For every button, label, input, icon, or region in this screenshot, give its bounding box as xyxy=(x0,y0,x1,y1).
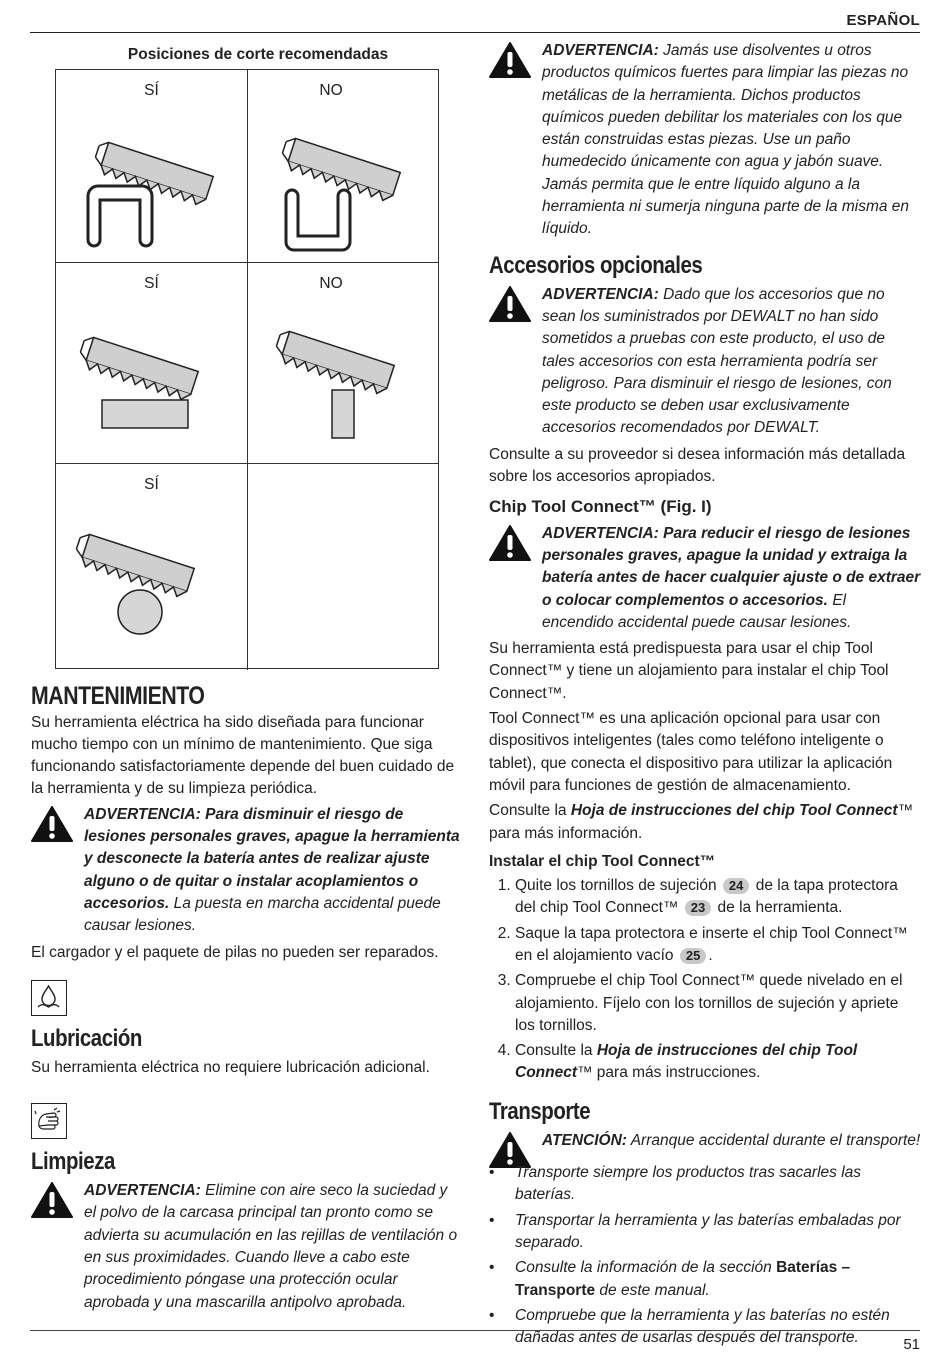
warning-triangle-icon xyxy=(31,1182,73,1218)
install-step xyxy=(515,875,921,920)
chip-paragraph-3 xyxy=(489,800,921,845)
list-item: • Consulte la información de la sección Baterías – Transporte de este manual. xyxy=(489,1259,851,1299)
right-column xyxy=(489,40,921,1352)
list-item-text: Compruebe que la herramienta y las baterías no estén dañadas antes de usarlas después del transporte. xyxy=(515,1306,890,1347)
list-item-bold: Baterías – Transporte xyxy=(515,1259,851,1299)
install-title: Instalar el chip Tool Connect™ xyxy=(489,852,716,870)
warning-label: ADVERTENCIA: xyxy=(542,524,659,542)
list-item: • Transportar la herramienta y las baterías embaladas por separado. xyxy=(489,1211,901,1251)
step-text: Compruebe el chip Tool Connect™ quede nivelado en el alojamiento. Fíjelo con los tornillos de sujeción y apriete los tornillos. xyxy=(515,972,903,1034)
warning-label: ADVERTENCIA: xyxy=(542,285,659,303)
chip-title: Chip Tool Connect™ (Fig. I) xyxy=(489,497,712,517)
callout-badge: 24 xyxy=(723,878,749,894)
list-item: • Transporte siempre los productos tras sacarles las baterías. xyxy=(489,1164,862,1204)
blade-over-channel-illustration xyxy=(56,70,252,262)
step-text: de la tapa protectora del chip Tool Connect™ xyxy=(515,877,898,917)
cleaning-title: Limpieza xyxy=(31,1148,115,1176)
figure-title: Posiciones de corte recomendadas xyxy=(127,46,389,63)
list-item-text: Transportar la herramienta y las baterías embaladas por separado. xyxy=(515,1211,901,1251)
figure-cell-1 xyxy=(56,70,247,263)
warning-triangle-icon xyxy=(489,525,531,561)
maintenance-note: El cargador y el paquete de pilas no pueden ser reparados. xyxy=(31,943,439,961)
figure-cell-4 xyxy=(247,263,438,464)
install-step xyxy=(515,923,921,968)
accessories-text: Consulte a su proveedor si desea información más detallada sobre los accesorios apropiados. xyxy=(489,445,906,486)
list-item-text: Consulte la información de la sección xyxy=(515,1259,772,1277)
lubrication-text: Su herramienta eléctrica no requiere lubricación adicional. xyxy=(31,1058,430,1076)
maintenance-title: MANTENIMIENTO xyxy=(31,682,205,711)
warning-triangle-icon xyxy=(489,42,531,78)
warning-label: ADVERTENCIA: xyxy=(542,42,659,59)
transport-list xyxy=(489,1162,921,1349)
figure-cell-3 xyxy=(56,263,247,464)
chip-p3-post: ™ para más información. xyxy=(489,802,914,842)
step-text: ™ para más instrucciones. xyxy=(577,1064,761,1082)
accessories-title: Accesorios opcionales xyxy=(489,251,703,279)
warning-text: Jamás use disolventes u otros productos químicos fuertes para limpiar las piezas no metálicas de la herramienta. Dichos productos químicos pueden debilitar los materiales con los que están construidas estas piezas. Use un paño humedecido únicamente con agua y jabón suave. Jamás permita que le entre líquido alguno a la herramienta ni sumerja ninguna parte de la misma en líquido. xyxy=(542,42,910,238)
cleaning-warning xyxy=(31,1180,461,1314)
figure-cell-label: SÍ xyxy=(144,275,159,293)
figure-cell-label: SÍ xyxy=(144,82,159,100)
step-text: Quite los tornillos de sujeción xyxy=(515,877,717,895)
figure-cell-5 xyxy=(56,464,247,670)
figure-cell-label: NO xyxy=(319,275,343,293)
warning-label: ADVERTENCIA: xyxy=(84,1182,201,1200)
list-item-text: de este manual. xyxy=(599,1281,710,1299)
top-divider xyxy=(30,32,920,33)
step-text: de la herramienta. xyxy=(717,899,843,917)
install-steps xyxy=(489,875,921,1085)
figure-cell-label: SÍ xyxy=(144,476,159,494)
blade-over-upright-bar-illustration xyxy=(248,263,440,463)
blade-over-flat-bar-illustration xyxy=(56,263,252,463)
language-label: ESPAÑOL xyxy=(846,12,920,29)
figure-cell-label: NO xyxy=(319,82,343,100)
install-step xyxy=(515,1040,921,1085)
warning-triangle-icon xyxy=(31,806,73,842)
warning-text: Dado que los accesorios que no sean los suministrados por DEWALT no han sido sometidos a pruebas con este producto, el uso de tales accesorios con esta herramienta podría ser peligroso. Para disminuir el riesgo de lesiones, con este producto se deben usar exclusivamente accesorios recomendados por DEWALT. xyxy=(542,285,892,437)
attention-label: ATENCIÓN: xyxy=(542,1131,627,1149)
figure-cell-2 xyxy=(247,70,438,263)
callout-badge: 23 xyxy=(685,900,711,916)
chip-paragraph-1: Su herramienta está predispuesta para usar el chip Tool Connect™ y tiene un alojamiento para instalar el chip Tool Connect™. xyxy=(489,640,889,702)
accessories-warning xyxy=(489,284,921,440)
list-item: • Compruebe que la herramienta y las baterías no estén dañadas antes de usarlas después del transporte. xyxy=(489,1306,890,1347)
oil-drop-icon xyxy=(31,980,67,1016)
lubrication-title: Lubricación xyxy=(31,1024,142,1052)
step-text: Consulte la xyxy=(515,1042,593,1060)
blade-over-inverted-channel-illustration xyxy=(248,70,440,262)
warning-text: Elimine con aire seco la suciedad y el polvo de la carcasa principal tan pronto como se advierta su acumulación en las rejillas de ventilación o en sus proximidades. Cuando lleve a cabo este procedimiento póngase una protección ocular aprobada y una mascarilla antipolvo aprobada. xyxy=(84,1182,458,1311)
chip-p3-pre: Consulte la xyxy=(489,802,567,820)
figure-cell-6 xyxy=(247,464,438,670)
transport-title: Transporte xyxy=(489,1097,591,1125)
blade-over-round-bar-illustration xyxy=(56,464,252,669)
list-item-text: Transporte siempre los productos tras sacarles las baterías. xyxy=(515,1164,862,1204)
transport-attention xyxy=(489,1130,921,1152)
step-text: . xyxy=(708,946,713,964)
warning-rest-text: La puesta en marcha accidental puede causar lesiones. xyxy=(84,894,441,935)
cutting-positions-figure xyxy=(55,69,439,669)
chip-warning xyxy=(489,523,921,634)
step-text: Saque la tapa protectora e inserte el chip Tool Connect™ en el alojamiento vacío xyxy=(515,924,908,964)
solvent-warning xyxy=(489,40,921,241)
chip-p3-bold: Hoja de instrucciones del chip Tool Connect xyxy=(570,802,898,820)
step-bold-text: Hoja de instrucciones del chip Tool Connect xyxy=(515,1042,858,1082)
attention-text: Arranque accidental durante el transporte! xyxy=(630,1131,921,1149)
warning-label: ADVERTENCIA: xyxy=(84,805,201,823)
warning-rest-text: El encendido accidental puede causar lesiones. xyxy=(542,591,852,631)
left-column xyxy=(31,40,461,1318)
page-number: 51 xyxy=(903,1336,920,1353)
bottom-divider xyxy=(30,1330,920,1331)
install-step xyxy=(515,970,921,1037)
maintenance-warning xyxy=(31,804,461,938)
cleaning-hand-icon xyxy=(31,1103,67,1139)
warning-triangle-icon xyxy=(489,286,531,322)
maintenance-intro: Su herramienta eléctrica ha sido diseñada para funcionar mucho tiempo con un mínimo de mantenimiento. Que siga funcionando satisfactoriamente depende del buen cuidado de la herramienta y de su limpieza periódica. xyxy=(31,713,455,798)
warning-bold-text: Para disminuir el riesgo de lesiones personales graves, apague la herramienta y desconecte la batería antes de realizar ajuste alguno o de quitar o instalar acoplamientos o accesorios. xyxy=(84,805,460,912)
chip-paragraph-2: Tool Connect™ es una aplicación opcional para usar con dispositivos inteligentes (tales como teléfono inteligente o tablet), que conecta el dispositivo para utilizar la aplicación móvil para funciones de gestión de almacenamiento. xyxy=(489,710,893,794)
callout-badge: 25 xyxy=(680,948,706,964)
warning-bold-text: Para reducir el riesgo de lesiones personales graves, apague la unidad y extraiga la batería antes de hacer cualquier ajuste o de extraer o colocar complementos o accesorios. xyxy=(542,524,921,609)
